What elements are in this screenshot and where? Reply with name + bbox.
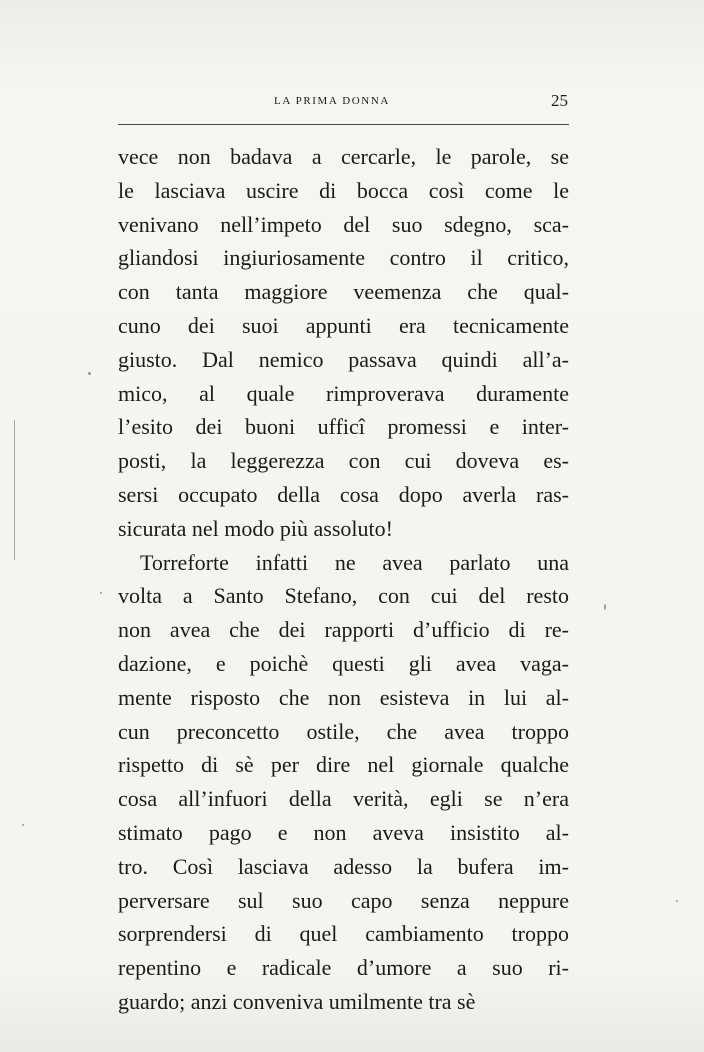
text-line: rispetto di sè per dire nel giornale qualche — [118, 752, 569, 778]
text-line: cun preconcetto ostile, che avea troppo — [118, 718, 569, 744]
text-line: volta a Santo Stefano, con cui del resto — [118, 583, 569, 609]
margin-mark — [14, 420, 21, 560]
text-line: vece non badava a cercarle, le parole, se — [118, 144, 569, 169]
text-line: perversare sul suo capo senza neppure — [118, 887, 569, 913]
paper-speck — [676, 900, 678, 902]
text-line: stimato pago e non aveva insistito al- — [118, 819, 569, 845]
text-line: cuno dei suoi appunti era tecnicamente — [118, 312, 569, 338]
page-number: 25 — [551, 91, 568, 110]
text-line: giusto. Dal nemico passava quindi all’a- — [118, 346, 569, 372]
text-line: gliandosi ingiuriosamente contro il critico, — [118, 245, 569, 271]
running-head — [118, 92, 568, 112]
text-line: Torreforte infatti ne avea parlato una — [140, 549, 569, 575]
text-line: mico, al quale rimproverava duramente — [118, 380, 569, 406]
text-line: tro. Così lasciava adesso la bufera im- — [118, 853, 569, 879]
text-line: mente risposto che non esisteva in lui al- — [118, 684, 569, 710]
text-line: sorprendersi di quel cambiamento troppo — [118, 921, 569, 947]
text-line: dazione, e poichè questi gli avea vaga- — [118, 650, 569, 676]
text-line: le lasciava uscire di bocca così come le — [118, 177, 569, 203]
paper-speck — [88, 372, 91, 375]
text-line: posti, la leggerezza con cui doveva es- — [118, 448, 569, 474]
text-line: sersi occupato della cosa dopo averla ras- — [118, 481, 569, 507]
text-line: venivano nell’impeto del suo sdegno, sca- — [118, 211, 569, 237]
text-line: con tanta maggiore veemenza che qual- — [118, 279, 569, 305]
header-rule — [118, 124, 569, 125]
running-title: LA PRIMA DONNA — [274, 95, 390, 107]
text-line: non avea che dei rapporti d’ufficio di re- — [118, 617, 569, 643]
paper-speck — [100, 592, 102, 594]
text-line: sicurata nel modo più assoluto! — [118, 515, 393, 541]
paper-speck — [604, 604, 606, 610]
body-text — [118, 140, 569, 1019]
text-line: repentino e radicale d’umore a suo ri- — [118, 955, 569, 981]
text-line: guardo; anzi conveniva umilmente tra sè — [118, 988, 476, 1014]
text-line: cosa all’infuori della verità, egli se n’era — [118, 786, 569, 812]
paper-speck — [22, 824, 24, 826]
text-line: l’esito dei buoni ufficî promessi e inter- — [118, 414, 569, 440]
